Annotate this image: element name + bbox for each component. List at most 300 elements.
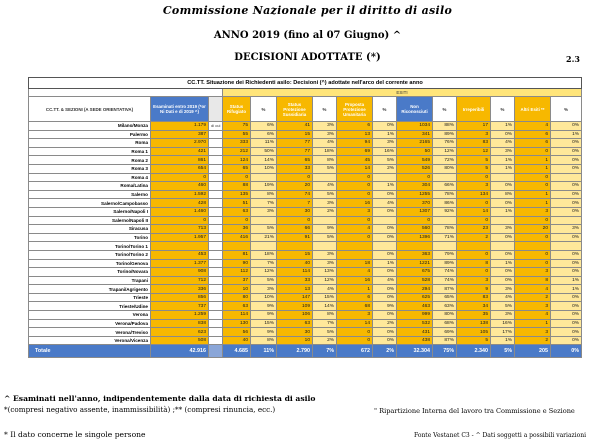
- cell-rif: 135: [223, 190, 251, 199]
- cell-non: 1034: [397, 122, 433, 131]
- cell-non-p: 87%: [433, 336, 457, 345]
- cell-note: [209, 311, 223, 320]
- cell-non-p: 74%: [433, 276, 457, 285]
- cell-sus: 114: [277, 268, 313, 277]
- cell-alt-p: 0%: [551, 259, 582, 268]
- cell-name: Milano/Monza: [29, 122, 151, 131]
- cell-non-p: [433, 242, 457, 251]
- cell-alt-p: 0%: [551, 207, 582, 216]
- table-row: [29, 285, 582, 294]
- cell-sus-p: 3%: [313, 122, 337, 131]
- cell-non: 50: [397, 147, 433, 156]
- cell-note: [209, 250, 223, 259]
- cell-alt: 3: [515, 268, 551, 277]
- cell-esam: 1.377: [151, 259, 209, 268]
- cell-esam: 428: [151, 199, 209, 208]
- cell-alt-p: 0%: [551, 268, 582, 277]
- cell-irr-p: 1%: [491, 207, 515, 216]
- cell-sus-p: 2%: [313, 336, 337, 345]
- cell-rif-p: [251, 216, 277, 225]
- cell-esam: 1.179: [151, 122, 209, 131]
- cell-non-p: [433, 173, 457, 182]
- cell-name: Roma/Latina: [29, 182, 151, 191]
- group-spacer: [29, 89, 223, 97]
- table-row: [29, 156, 582, 165]
- cell-rif-p: 10%: [251, 164, 277, 173]
- table-row: [29, 225, 582, 234]
- cell-non: 625: [397, 293, 433, 302]
- cell-um-p: 0%: [373, 190, 397, 199]
- cell-alt-p: 0%: [551, 139, 582, 148]
- cell-esam: 654: [151, 164, 209, 173]
- cell-rif-p: 7%: [251, 259, 277, 268]
- cell-sus: 30: [277, 328, 313, 337]
- cell-irr: 12: [457, 147, 491, 156]
- cell-irr-p: 0%: [491, 199, 515, 208]
- cell-rif-p: 19%: [251, 182, 277, 191]
- cell-non: 549: [397, 156, 433, 165]
- cell-irr: 83: [457, 293, 491, 302]
- cell-alt-p: [551, 216, 582, 225]
- cell-note: [209, 328, 223, 337]
- cell-um: 0: [337, 233, 373, 242]
- cell-irr: 0: [457, 216, 491, 225]
- table-row: [29, 293, 582, 302]
- table-row: [29, 336, 582, 345]
- cell-irr-p: 0%: [491, 276, 515, 285]
- cell-esam: 908: [151, 268, 209, 277]
- cell-sus: 15: [277, 250, 313, 259]
- table-row: [29, 319, 582, 328]
- cell-alt-p: 0%: [551, 250, 582, 259]
- cell-name: Torino/Torino 1: [29, 242, 151, 251]
- cell-name: Palermo: [29, 130, 151, 139]
- cell-alt: 6: [515, 130, 551, 139]
- cell-um: [337, 242, 373, 251]
- cell-esam: 713: [151, 225, 209, 234]
- cell-irr-p: 5%: [491, 302, 515, 311]
- cell-alt: 0: [515, 147, 551, 156]
- cell-irr: [457, 242, 491, 251]
- cell-sus-p: 4%: [313, 285, 337, 294]
- cell-irr: 83: [457, 139, 491, 148]
- col-header-non-riconosciuti: Non Riconosciuti: [397, 97, 433, 122]
- cell-sus: 0: [277, 173, 313, 182]
- cell-note: [209, 225, 223, 234]
- cell-irr: 17: [457, 122, 491, 131]
- decisions-table: [28, 77, 582, 358]
- cell-sus-p: 12%: [313, 276, 337, 285]
- cell-um-p: 5%: [373, 156, 397, 165]
- cell-sus-p: 3%: [313, 199, 337, 208]
- cell-rif-p: 11%: [251, 139, 277, 148]
- table-row: [29, 233, 582, 242]
- cell-irr: 34: [457, 302, 491, 311]
- cell-sus-p: 3%: [313, 259, 337, 268]
- cell-esam: 336: [151, 285, 209, 294]
- cell-note: di cui: [209, 122, 223, 131]
- table-row: [29, 242, 582, 251]
- organization-header: Commissione Nazionale per il diritto di asilo: [162, 4, 453, 17]
- cell-non: 370: [397, 199, 433, 208]
- footnote-singole-persone: * Il dato concerne le singole persone: [4, 430, 146, 439]
- cell-rif: 90: [223, 259, 251, 268]
- cell-sus: 77: [277, 139, 313, 148]
- cell-note: [209, 207, 223, 216]
- col-header-altri-pct: %: [551, 97, 582, 122]
- cell-alt: 3: [515, 302, 551, 311]
- cell-rif: 416: [223, 233, 251, 242]
- cell-name: Torino: [29, 233, 151, 242]
- table-row: [29, 164, 582, 173]
- cell-name: Roma 4: [29, 173, 151, 182]
- col-header-irreperibili: Irreperibili: [457, 97, 491, 122]
- cell-sus: 77: [277, 147, 313, 156]
- source-note: Fonte Vestanet C3 - ^ Dati soggetti a possibili variazioni: [414, 432, 587, 439]
- cell-alt-p: 0%: [551, 336, 582, 345]
- cell-rif-p: 9%: [251, 328, 277, 337]
- cell-irr-p: [491, 216, 515, 225]
- cell-note: [209, 293, 223, 302]
- cell-um-p: 9%: [373, 302, 397, 311]
- cell-irr: 5: [457, 164, 491, 173]
- cell-um-p: 0%: [373, 293, 397, 302]
- cell-um-p: 16%: [373, 147, 397, 156]
- cell-irr: 5: [457, 156, 491, 165]
- table-title: CC.TT. Situazione dei Richiedenti asilo: Decisioni (^) adottate nell'arco del corrente anno: [29, 78, 582, 89]
- cell-alt: 8: [515, 276, 551, 285]
- col-header-spacer: [209, 97, 223, 122]
- cell-sus: 7: [277, 199, 313, 208]
- cell-sus-p: 3%: [313, 130, 337, 139]
- cell-alt: 2: [515, 336, 551, 345]
- cell-rif: 65: [223, 164, 251, 173]
- cell-non: 304: [397, 182, 433, 191]
- cell-irr: 0: [457, 250, 491, 259]
- cell-alt-p: 1%: [551, 130, 582, 139]
- col-header-ct: CC.TT. & SEZIONI (A SEDE ORIENTATIVA): [29, 97, 151, 122]
- cell-um-p: 2%: [373, 319, 397, 328]
- cell-um-p: [373, 216, 397, 225]
- cell-irr: 134: [457, 190, 491, 199]
- cell-sus: 13: [277, 285, 313, 294]
- cell-um-p: [373, 242, 397, 251]
- cell-rif: 36: [223, 225, 251, 234]
- cell-name: Torino/Novara: [29, 268, 151, 277]
- col-header-rifugiato: Status Rifugiato: [223, 97, 251, 122]
- cell-alt: 1: [515, 164, 551, 173]
- cell-non-p: 88%: [433, 122, 457, 131]
- cell-irr-p: 1%: [491, 122, 515, 131]
- cell-alt: 6: [515, 139, 551, 148]
- cell-sus: 41: [277, 122, 313, 131]
- table-row: [29, 139, 582, 148]
- cell-note: [209, 156, 223, 165]
- total-umanitaria: 672: [337, 345, 373, 358]
- period-title: ANNO 2019 (fino al 07 Giugno) ^: [213, 30, 402, 41]
- cell-note: [209, 130, 223, 139]
- cell-irr-p: 17%: [491, 328, 515, 337]
- cell-alt: 1: [515, 199, 551, 208]
- cell-sus-p: 15%: [313, 293, 337, 302]
- cell-esam: 387: [151, 130, 209, 139]
- cell-rif-p: [251, 173, 277, 182]
- col-header-esaminati: Esaminati entro 2019 (*or Ni Dati e di 2019 ^): [151, 97, 209, 122]
- table-row: [29, 147, 582, 156]
- cell-non: 1221: [397, 259, 433, 268]
- cell-irr: 8: [457, 259, 491, 268]
- cell-esam: 623: [151, 328, 209, 337]
- cell-non-p: 79%: [433, 250, 457, 259]
- group-label: ESITI: [223, 89, 582, 97]
- cell-rif: 114: [223, 311, 251, 320]
- cell-rif-p: 6%: [251, 130, 277, 139]
- footnote-ripartizione: " Ripartizione Interna del lavoro tra Commissione e Sezione: [374, 407, 575, 415]
- total-label: Totale: [29, 345, 151, 358]
- cell-name: Trieste: [29, 293, 151, 302]
- cell-irr: 0: [457, 268, 491, 277]
- cell-sus-p: 4%: [313, 182, 337, 191]
- cell-note: [209, 147, 223, 156]
- cell-um-p: 0%: [373, 122, 397, 131]
- cell-rif: 88: [223, 182, 251, 191]
- table-row: [29, 130, 582, 139]
- cell-um: 0: [337, 216, 373, 225]
- total-altri: 205: [515, 345, 551, 358]
- cell-name: Verona/Treviso: [29, 328, 151, 337]
- cell-irr-p: 1%: [491, 164, 515, 173]
- table-row: [29, 250, 582, 259]
- cell-esam: 737: [151, 302, 209, 311]
- col-header-umanitaria: Proposta Protezione Umanitaria: [337, 97, 373, 122]
- page-title: DECISIONI ADOTTATE (*): [234, 52, 381, 63]
- cell-rif-p: 12%: [251, 268, 277, 277]
- cell-non-p: 74%: [433, 268, 457, 277]
- cell-note: [209, 268, 223, 277]
- cell-um: [337, 250, 373, 259]
- table-row: [29, 311, 582, 320]
- cell-note: [209, 233, 223, 242]
- cell-non: 532: [397, 319, 433, 328]
- cell-rif-p: 14%: [251, 156, 277, 165]
- cell-non-p: 65%: [433, 293, 457, 302]
- cell-non: [397, 242, 433, 251]
- cell-esam: 856: [151, 293, 209, 302]
- cell-note: [209, 276, 223, 285]
- cell-name: Salerno/Napoli I: [29, 207, 151, 216]
- cell-rif: 37: [223, 276, 251, 285]
- cell-irr-p: 1%: [491, 336, 515, 345]
- cell-rif-p: [251, 242, 277, 251]
- cell-sus-p: [313, 173, 337, 182]
- cell-non-p: 72%: [433, 156, 457, 165]
- cell-alt: 0: [515, 259, 551, 268]
- cell-um: 14: [337, 319, 373, 328]
- cell-non: 1255: [397, 190, 433, 199]
- cell-non-p: 71%: [433, 233, 457, 242]
- cell-non: 528: [397, 276, 433, 285]
- cell-rif: 80: [223, 293, 251, 302]
- cell-rif: [223, 242, 251, 251]
- cell-rif: 124: [223, 156, 251, 165]
- cell-non-p: 76%: [433, 139, 457, 148]
- cell-sus-p: 8%: [313, 311, 337, 320]
- footnote-compresi: *(compresi negativo assente, inammissibilità) ;** (compresi rinuncia, ecc.): [4, 405, 276, 414]
- table-row: [29, 276, 582, 285]
- cell-um: 1: [337, 285, 373, 294]
- cell-alt-p: 0%: [551, 190, 582, 199]
- cell-rif-p: 3%: [251, 207, 277, 216]
- cell-non: 294: [397, 285, 433, 294]
- cell-non-p: 78%: [433, 190, 457, 199]
- cell-alt-p: 0%: [551, 182, 582, 191]
- cell-irr-p: 8%: [491, 190, 515, 199]
- cell-um: 0: [337, 182, 373, 191]
- cell-rif: 212: [223, 147, 251, 156]
- cell-note: [209, 164, 223, 173]
- cell-alt: 1: [515, 319, 551, 328]
- cell-name: Verona/Padova: [29, 319, 151, 328]
- cell-esam: 460: [151, 182, 209, 191]
- cell-um: 94: [337, 139, 373, 148]
- cell-alt: 0: [515, 250, 551, 259]
- cell-note: [209, 285, 223, 294]
- cell-sus-p: 2%: [313, 207, 337, 216]
- cell-sus: 74: [277, 190, 313, 199]
- cell-rif-p: 5%: [251, 276, 277, 285]
- cell-non-p: 66%: [433, 182, 457, 191]
- cell-sus: 0: [277, 216, 313, 225]
- cell-rif: 63: [223, 207, 251, 216]
- cell-um: 45: [337, 156, 373, 165]
- cell-rif: 51: [223, 199, 251, 208]
- cell-sus: 63: [277, 319, 313, 328]
- cell-sus: [277, 242, 313, 251]
- cell-irr-p: 3%: [491, 311, 515, 320]
- cell-alt: 0: [515, 216, 551, 225]
- cell-um: 16: [337, 276, 373, 285]
- cell-sus: 109: [277, 302, 313, 311]
- cell-non-p: 92%: [433, 207, 457, 216]
- cell-esam: 421: [151, 147, 209, 156]
- cell-sus-p: 5%: [313, 164, 337, 173]
- cell-note: [209, 242, 223, 251]
- cell-esam: 453: [151, 250, 209, 259]
- cell-name: Roma 2: [29, 156, 151, 165]
- cell-name: Roma 1: [29, 147, 151, 156]
- cell-non: 463: [397, 302, 433, 311]
- cell-alt-p: 1%: [551, 276, 582, 285]
- page-number: 2.3: [566, 54, 580, 64]
- total-altri-pct: 0%: [551, 345, 582, 358]
- total-umanitaria-pct: 2%: [373, 345, 397, 358]
- cell-non-p: 69%: [433, 328, 457, 337]
- cell-irr-p: 16%: [491, 319, 515, 328]
- cell-esam: 1.592: [151, 190, 209, 199]
- cell-rif-p: 9%: [251, 302, 277, 311]
- cell-rif: 112: [223, 268, 251, 277]
- cell-name: Siracusa: [29, 225, 151, 234]
- cell-um-p: 1%: [373, 130, 397, 139]
- cell-rif: 40: [223, 336, 251, 345]
- cell-alt-p: 0%: [551, 319, 582, 328]
- cell-alt: 0: [515, 182, 551, 191]
- cell-sus: 33: [277, 164, 313, 173]
- cell-esam: 1.460: [151, 207, 209, 216]
- cell-non-p: 89%: [433, 130, 457, 139]
- table-row: [29, 122, 582, 131]
- cell-irr-p: 3%: [491, 225, 515, 234]
- cell-sus-p: 8%: [313, 156, 337, 165]
- cell-rif: 81: [223, 250, 251, 259]
- cell-note: [209, 182, 223, 191]
- cell-um-p: [373, 173, 397, 182]
- col-header-rifugiato-pct: %: [251, 97, 277, 122]
- cell-rif-p: 10%: [251, 293, 277, 302]
- cell-um: 14: [337, 164, 373, 173]
- cell-um: 6: [337, 293, 373, 302]
- cell-sus-p: 5%: [313, 190, 337, 199]
- cell-sus: 65: [277, 156, 313, 165]
- cell-sus: 66: [277, 225, 313, 234]
- cell-non: 2165: [397, 139, 433, 148]
- cell-um: 0: [337, 336, 373, 345]
- cell-um-p: 0%: [373, 285, 397, 294]
- cell-um: 4: [337, 268, 373, 277]
- cell-esam: 712: [151, 276, 209, 285]
- cell-name: Salerno/Napoli II: [29, 216, 151, 225]
- cell-name: Salerno: [29, 190, 151, 199]
- cell-um: 16: [337, 199, 373, 208]
- cell-name: Trapani/Agrigento: [29, 285, 151, 294]
- cell-alt: [515, 242, 551, 251]
- cell-sus-p: 13%: [313, 268, 337, 277]
- cell-rif: 56: [223, 328, 251, 337]
- cell-alt-p: 0%: [551, 122, 582, 131]
- cell-alt-p: 0%: [551, 164, 582, 173]
- cell-sus-p: [313, 216, 337, 225]
- cell-sus: 20: [277, 182, 313, 191]
- cell-rif: 0: [223, 216, 251, 225]
- cell-sus: 106: [277, 311, 313, 320]
- table-row: [29, 182, 582, 191]
- cell-irr-p: [491, 242, 515, 251]
- cell-alt-p: 0%: [551, 293, 582, 302]
- cell-um-p: 4%: [373, 276, 397, 285]
- cell-irr: 5: [457, 336, 491, 345]
- cell-irr-p: 0%: [491, 233, 515, 242]
- cell-irr-p: 0%: [491, 250, 515, 259]
- cell-name: Salerno/Campobasso: [29, 199, 151, 208]
- cell-um: 0: [337, 173, 373, 182]
- cell-um: 3: [337, 207, 373, 216]
- table-row: [29, 199, 582, 208]
- cell-non: 560: [397, 225, 433, 234]
- cell-alt: 0: [515, 233, 551, 242]
- total-non-riconosciuti-pct: 75%: [433, 345, 457, 358]
- cell-non-p: 86%: [433, 199, 457, 208]
- cell-um: 6: [337, 122, 373, 131]
- cell-name: Torino/Genova: [29, 259, 151, 268]
- cell-alt-p: 0%: [551, 328, 582, 337]
- cell-um: 0: [337, 190, 373, 199]
- cell-rif-p: 8%: [251, 336, 277, 345]
- cell-non: 363: [397, 250, 433, 259]
- cell-non: 341: [397, 130, 433, 139]
- cell-non: 999: [397, 311, 433, 320]
- cell-sus-p: 3%: [313, 250, 337, 259]
- cell-esam: 0: [151, 216, 209, 225]
